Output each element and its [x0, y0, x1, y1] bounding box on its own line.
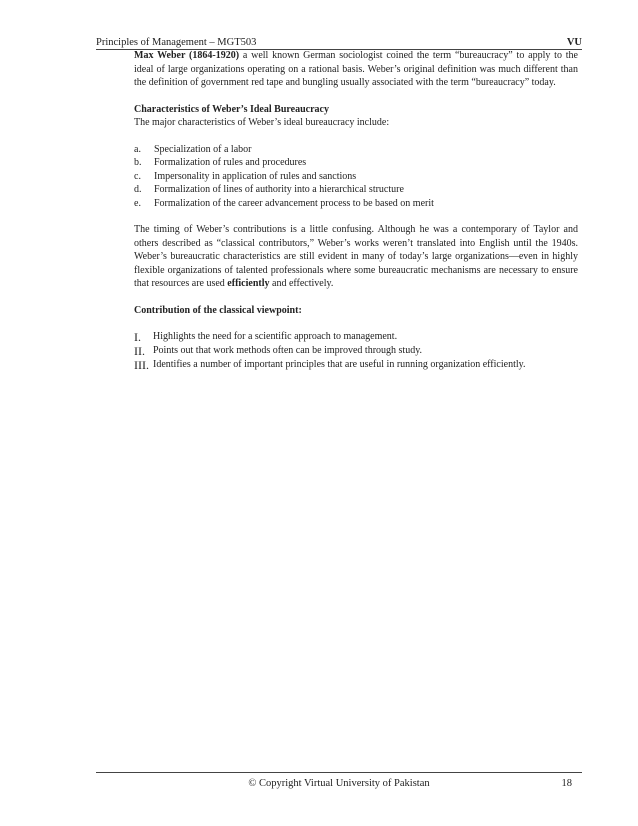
list-item: b. Formalization of rules and procedures	[134, 157, 307, 168]
characteristics-list	[134, 143, 578, 211]
intro-text: a well known German sociologist coined the term “bureaucracy” to apply to the ideal of large organizations operating on a rational basis. Weber’s original definition was much different than the definition of government red tape and bungling usually associated with the term “bureaucracy” today.	[134, 50, 578, 88]
contribution-list	[134, 330, 578, 372]
page-footer	[96, 772, 582, 793]
list-item: I. Highlights the need for a scientific approach to management.	[134, 330, 398, 344]
copyright-text: © Copyright Virtual University of Pakistan	[248, 778, 430, 789]
page-number: 18	[561, 778, 572, 789]
contribution-heading: Contribution of the classical viewpoint:	[134, 304, 302, 316]
timing-paragraph: The timing of Weber’s contributions is a little confusing. Although he was a contemporary of Taylor and others described as “classical contributors,” Weber’s works weren’t translated into English until the 1940s. Weber’s bureaucratic characteristics are still evident in many of today’s large organizations—even in highly flexible organizations of talented professionals where some bureaucratic mechanisms are necessary to ensure that resources are used efficiently and effectively.	[134, 224, 578, 289]
intro-paragraph	[134, 49, 578, 90]
list-item: d. Formalization of lines of authority into a hierarchical structure	[134, 184, 404, 195]
page-content	[134, 49, 578, 372]
list-item: II. Points out that work methods often can be improved through study.	[134, 344, 423, 358]
page-header	[96, 36, 582, 50]
list-item: c. Impersonality in application of rules and sanctions	[134, 170, 357, 182]
list-item: e. Formalization of the career advancement process to be based on merit	[134, 197, 434, 209]
efficiently-emphasis: efficiently	[227, 278, 270, 289]
list-item: III. Identifies a number of important principles that are useful in running organization efficiently.	[134, 358, 526, 372]
vu-badge: VU	[566, 37, 582, 48]
characteristics-lead: The major characteristics of Weber’s ideal bureaucracy include:	[134, 117, 390, 128]
weber-name: Max Weber (1864-1920)	[134, 50, 240, 61]
characteristics-heading: Characteristics of Weber’s Ideal Bureaucracy	[134, 103, 329, 115]
course-title: Principles of Management – MGT503	[96, 37, 257, 48]
list-item: a. Specialization of a labor	[134, 143, 252, 155]
